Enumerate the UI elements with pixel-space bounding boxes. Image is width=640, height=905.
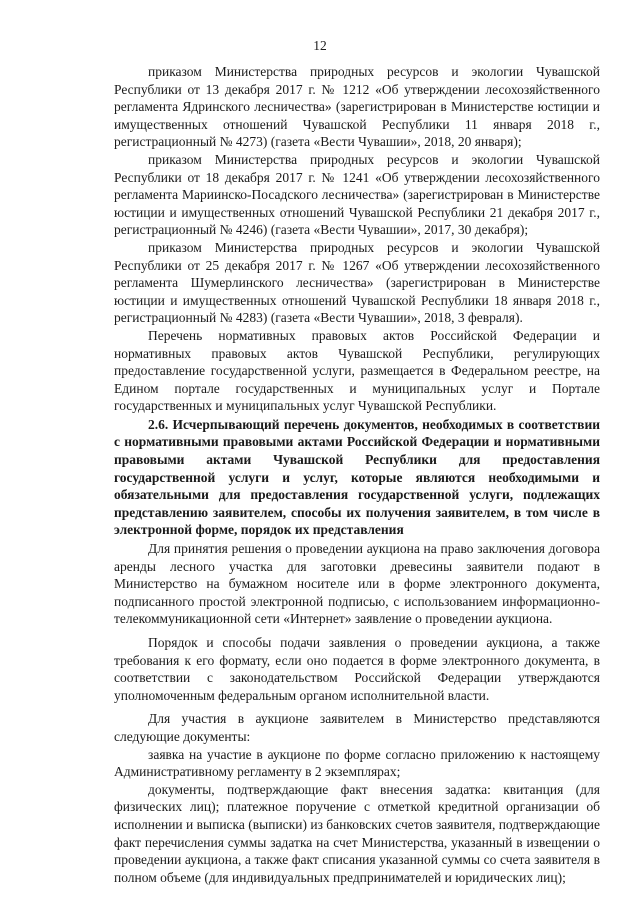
paragraph-order-mariinsko-posadsky: приказом Министерства природных ресурсов и экологии Чувашской Республики от 18 декабря 2017 г. № 1241 «Об утверждении лесохозяйственного регламента Мариинско-Посадского лесничества» (зарегистрирован в Министерстве юстиции и имущественных отношений Чувашской Республики 21 декабря 2017 г., регистрационный № 4246) (газета «Вести Чувашии», 2017, 30 декабря); (114, 151, 600, 238)
paragraph-required-documents-intro: Для участия в аукционе заявителем в Министерство представляются следующие документы: (114, 711, 600, 744)
paragraph-order-yadrinsky: приказом Министерства природных ресурсов и экологии Чувашской Республики от 13 декабря 2017 г. № 1212 «Об утверждении лесохозяйственного регламента Ядринского лесничества» (зарегистрирован в Министерстве юстиции и имущественных отношений Чувашской Республики 11 января 2018 г., регистрационный № 4273) (газета «Вести Чувашии», 2018, 20 января); (114, 64, 600, 150)
paragraph-auction-application: Для принятия решения о проведении аукциона на право заключения договора аренды лесного участка для заготовки древесины заявители подают в Министерство на бумажном носителе или в форме электронного документа, подписанного простой электронной подписью, с использованием информационно-телекоммуникационной сети «Интернет» заявление о проведении аукциона. (114, 541, 600, 627)
paragraph-submission-procedure: Порядок и способы подачи заявления о проведении аукциона, а также требования к его формату, если оно подается в форме электронного документа, в соответствии с законодательством Российской Федерации утверждаются уполномоченным федеральным органом исполнительной власти. (114, 635, 600, 703)
paragraph-regulatory-list: Перечень нормативных правовых актов Российской Федерации и нормативных правовых актов Чувашской Республики, регулирующих предоставление государственной услуги, размещается в Федеральном реестре, на Едином портале государственных и муниципальных услуг и Портале государственных и муниципальных услуг Чувашской Республики. (114, 327, 600, 414)
paragraph-order-shumerlinsky: приказом Министерства природных ресурсов и экологии Чувашской Республики от 25 декабря 2017 г. № 1267 «Об утверждении лесохозяйственного регламента Шумерлинского лесничества» (зарегистрирован в Министерстве юстиции и имущественных отношений Чувашской Республики 18 января 2018 г., регистрационный № 4283) (газета «Вести Чувашии», 2018, 3 февраля). (114, 239, 600, 326)
document-body (114, 63, 600, 886)
page-number: 12 (313, 38, 327, 53)
paragraph-deposit-documents: документы, подтверждающие факт внесения задатка: квитанция (для физических лиц); платежное поручение с отметкой кредитной организации об исполнении и выписка (выписки) из банковских счетов заявителя, подтверждающие факт перечисления суммы задатка на счет Министерства, указанный в извещении о проведении аукциона, а также факт списания указанной суммы со счета заявителя в полном объеме (для индивидуальных предпринимателей и юридических лиц); (114, 781, 600, 885)
section-heading-2-6: 2.6. Исчерпывающий перечень документов, необходимых в соответствии с нормативными правовыми актами Российской Федерации и нормативными правовыми актами Чувашской Республики для предоставления государственной услуги и услуг, которые являются необходимыми и обязательными для предоставления государственной услуги, подлежащих представлению заявителем, способы их получения заявителем, в том числе в электронной форме, порядок их представления (114, 416, 600, 538)
paragraph-auction-bid: заявка на участие в аукционе по форме согласно приложению к настоящему Административному регламенту в 2 экземплярах; (114, 746, 600, 780)
